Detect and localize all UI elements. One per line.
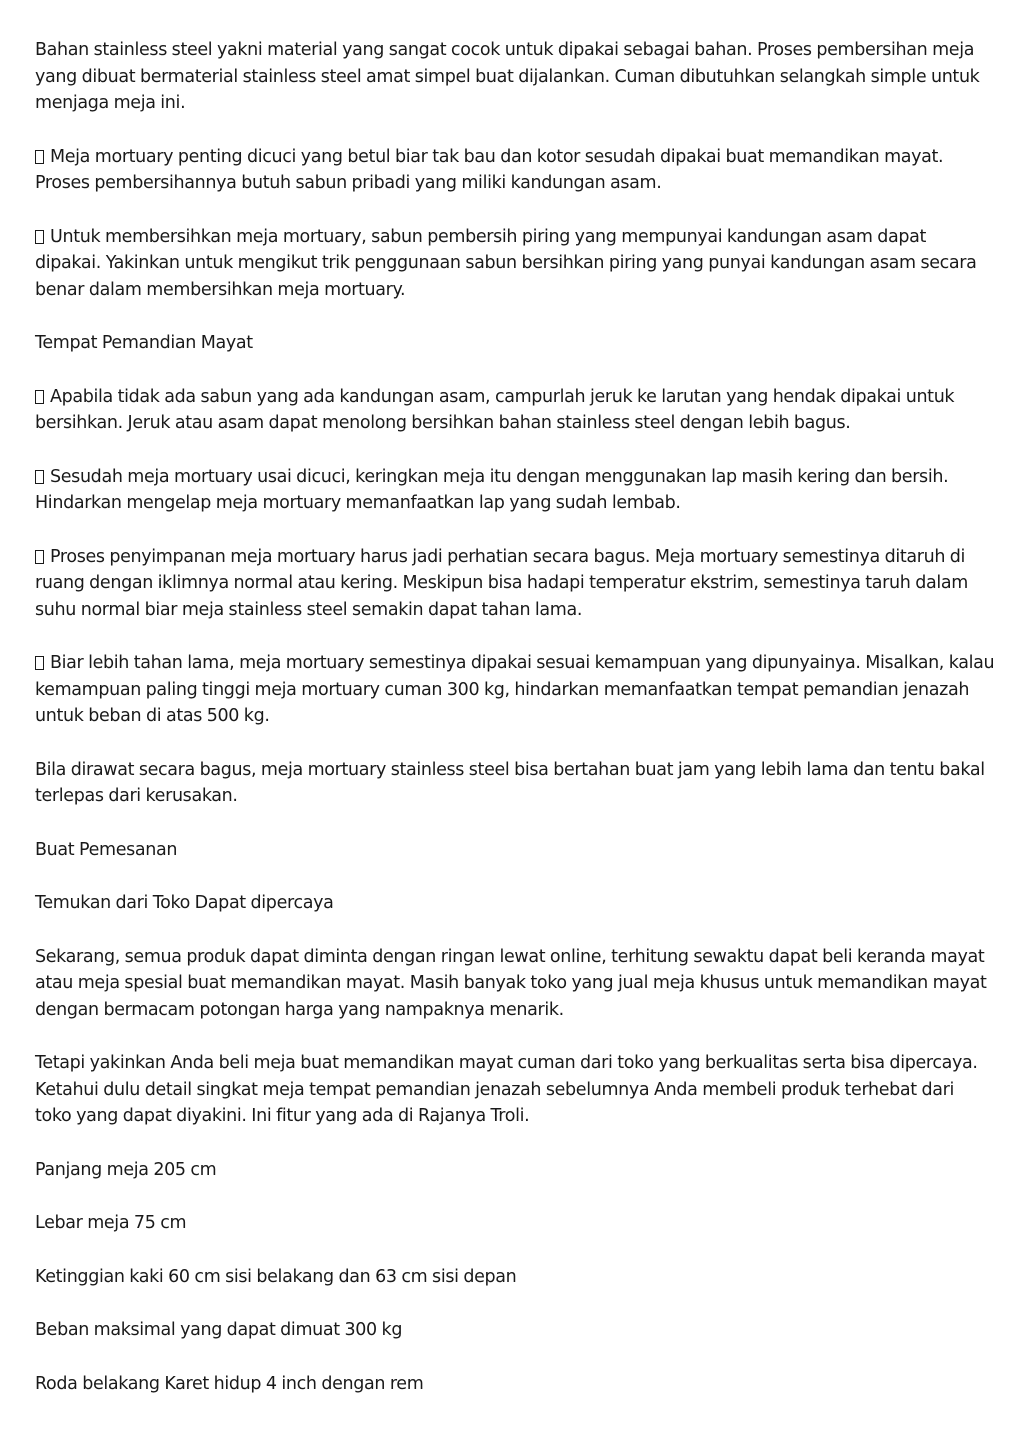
paragraph-text: Untuk membersihkan meja mortuary, sabun pembersih piring yang mempunyai kandungan asam dapat dipakai. Yakinkan untuk mengikut trik penggunaan sabun bersihkan piring yang punyai kandungan asam secara benar dalam membersihkan meja mortuary. <box>35 226 977 300</box>
paragraph-text: Bila dirawat secara bagus, meja mortuary stainless steel bisa bertahan buat jam yang lebih lama dan tentu bakal terlepas dari kerusakan. <box>35 759 985 806</box>
paragraph-text: Beban maksimal yang dapat dimuat 300 kg <box>35 1320 403 1340</box>
bullet-paragraph <box>35 384 995 437</box>
section-heading <box>35 330 995 357</box>
bullet-paragraph <box>35 464 995 517</box>
spec-line <box>35 1371 995 1398</box>
paragraph-text: Buat Pemesanan <box>35 839 178 860</box>
bullet-paragraph <box>35 224 995 304</box>
paragraph-text: Panjang meja 205 cm <box>35 1159 217 1180</box>
missing-glyph-box-icon <box>35 656 44 670</box>
paragraph-text: Lebar meja 75 cm <box>35 1213 187 1233</box>
paragraph-text: Bahan stainless steel yakni material yang sangat cocok untuk dipakai sebagai bahan. Proses pembersihan meja yang dibuat bermaterial stainless steel amat simpel buat dijalankan. Cuman dibutuhkan selangkah simple untuk menjaga meja ini. <box>35 40 980 113</box>
bullet-paragraph <box>35 544 995 624</box>
missing-glyph-box-icon <box>35 390 44 404</box>
paragraph-text: Tempat Pemandian Mayat <box>35 333 253 353</box>
document-body <box>35 37 995 1424</box>
bullet-paragraph <box>35 144 995 197</box>
paragraph <box>35 1050 995 1130</box>
spec-line <box>35 1317 995 1344</box>
paragraph-text: Sekarang, semua produk dapat diminta dengan ringan lewat online, terhitung sewaktu dapat beli keranda mayat atau meja spesial buat memandikan mayat. Masih banyak toko yang jual meja khusus untuk memandikan mayat dengan bermacam potongan harga yang nampaknya menarik. <box>35 946 987 1020</box>
paragraph <box>35 37 995 117</box>
bullet-paragraph <box>35 650 995 730</box>
paragraph <box>35 757 995 810</box>
spec-line <box>35 1210 995 1237</box>
section-heading <box>35 837 995 864</box>
spec-line <box>35 1264 995 1291</box>
paragraph-text: Meja mortuary penting dicuci yang betul biar tak bau dan kotor sesudah dipakai buat memandikan mayat. Proses pembersihannya butuh sabun pribadi yang miliki kandungan asam. <box>35 146 944 193</box>
paragraph-text: Biar lebih tahan lama, meja mortuary semestinya dipakai sesuai kemampuan yang dipunyainya. Misalkan, kalau kemampuan paling tinggi meja mortuary cuman 300 kg, hindarkan memanfaatkan tempat pemandian jenazah untuk beban di atas 500 kg. <box>35 653 995 726</box>
paragraph-text: Ketinggian kaki 60 cm sisi belakang dan 63 cm sisi depan <box>35 1266 517 1287</box>
paragraph-text: Temukan dari Toko Dapat dipercaya <box>35 893 334 913</box>
missing-glyph-box-icon <box>35 230 44 244</box>
paragraph-text: Tetapi yakinkan Anda beli meja buat memandikan mayat cuman dari toko yang berkualitas serta bisa dipercaya. Ketahui dulu detail singkat meja tempat pemandian jenazah sebelumnya Anda membeli produk terhebat dari toko yang dapat diyakini. Ini fitur yang ada di Rajanya Troli. <box>35 1053 978 1126</box>
paragraph-text: Sesudah meja mortuary usai dicuci, keringkan meja itu dengan menggunakan lap masih kering dan bersih. Hindarkan mengelap meja mortuary memanfaatkan lap yang sudah lembab. <box>35 466 949 513</box>
missing-glyph-box-icon <box>35 550 44 564</box>
paragraph-text: Roda belakang Karet hidup 4 inch dengan rem <box>35 1373 424 1394</box>
paragraph <box>35 944 995 1024</box>
missing-glyph-box-icon <box>35 150 44 164</box>
spec-line <box>35 1157 995 1184</box>
section-heading <box>35 890 995 917</box>
paragraph-text: Apabila tidak ada sabun yang ada kandungan asam, campurlah jeruk ke larutan yang hendak dipakai untuk bersihkan. Jeruk atau asam dapat menolong bersihkan bahan stainless steel dengan lebih bagus. <box>35 386 955 433</box>
missing-glyph-box-icon <box>35 470 44 484</box>
paragraph-text: Proses penyimpanan meja mortuary harus jadi perhatian secara bagus. Meja mortuary semestinya ditaruh di ruang dengan iklimnya normal atau kering. Meskipun bisa hadapi temperatur ekstrim, semestinya taruh dalam suhu normal biar meja stainless steel semakin dapat tahan lama. <box>35 546 968 620</box>
